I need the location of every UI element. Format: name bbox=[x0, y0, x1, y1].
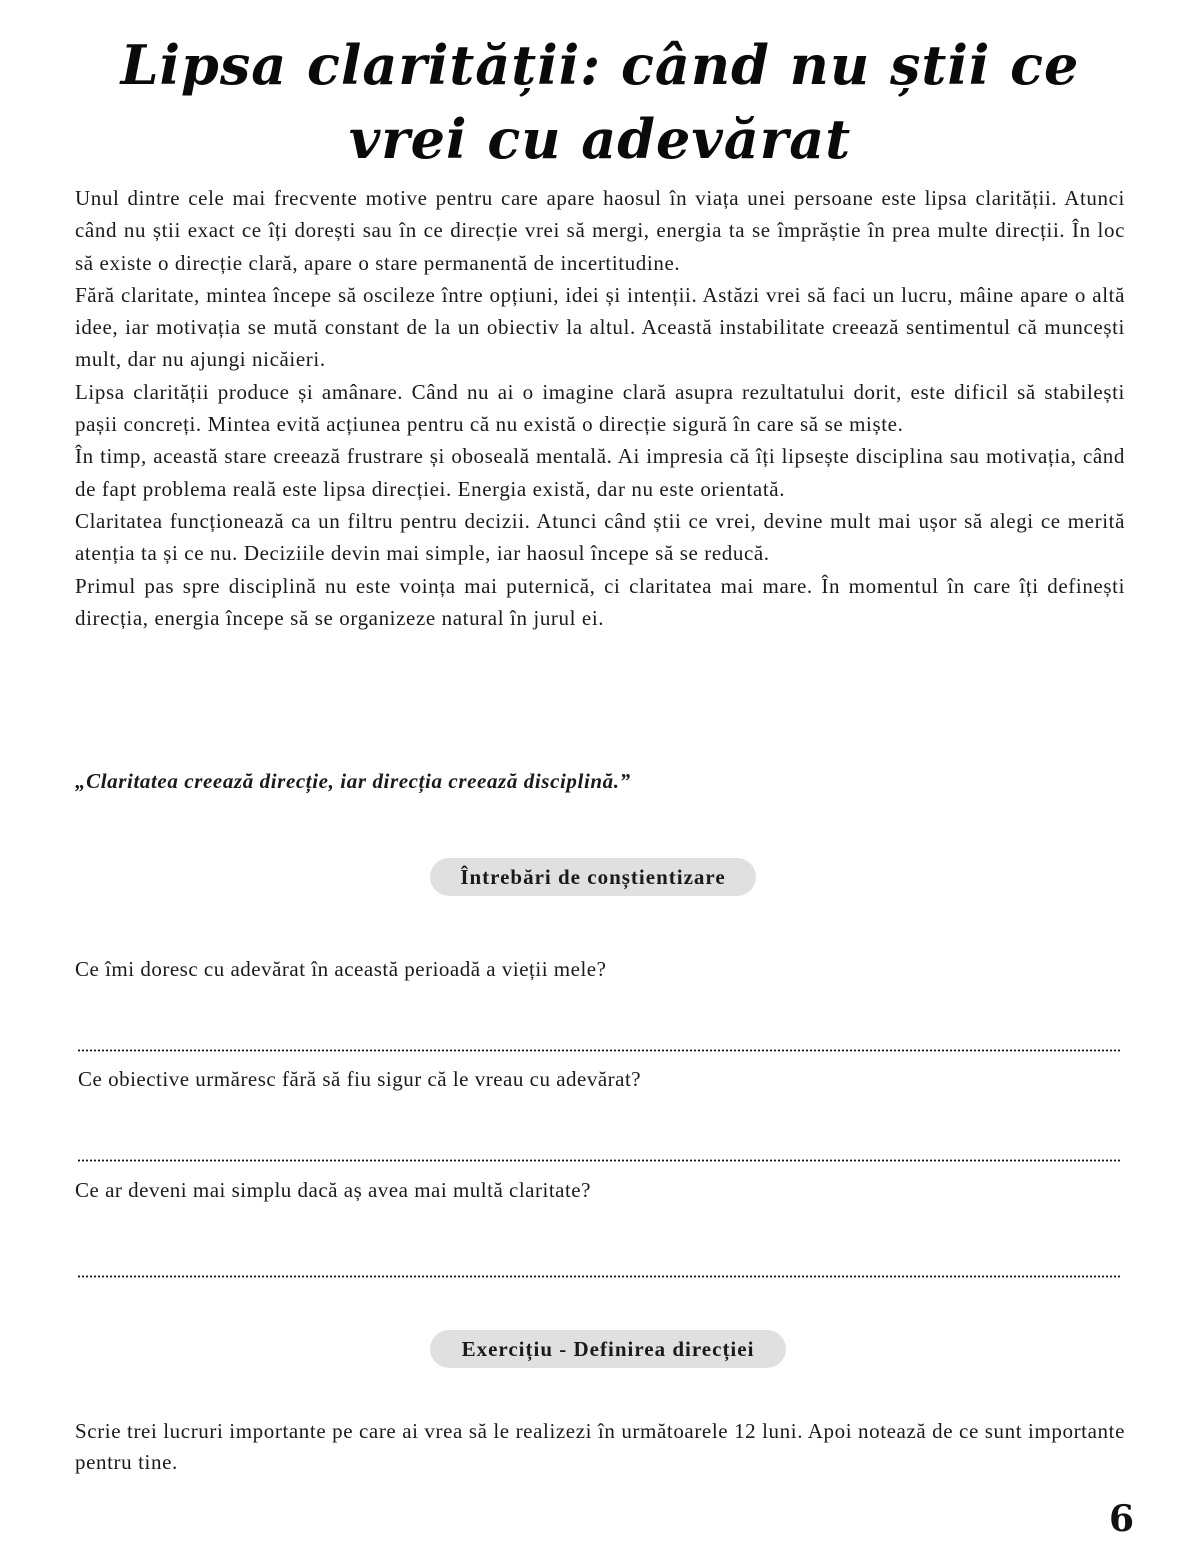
page-title: Lipsa clarității: când nu știi ce vrei cu adevărat bbox=[120, 33, 1080, 171]
awareness-heading: Întrebări de conștientizare bbox=[430, 858, 756, 896]
answer-line-1[interactable] bbox=[77, 1049, 1121, 1052]
quote: „Claritatea creează direcție, iar direcția creează disciplină.” bbox=[75, 769, 631, 793]
question-3: Ce ar deveni mai simplu dacă aș avea mai multă claritate? bbox=[75, 1178, 591, 1202]
page-number: 6 bbox=[1108, 1498, 1134, 1540]
paragraph: Unul dintre cele mai frecvente motive pentru care apare haosul în viața unei persoane este lipsa clarității. Atunci când nu știi exact ce îți dorești sau în ce direcție vrei să mergi, energia ta se împrăștie în prea multe direcții. În loc să existe o direcție clară, apare o stare permanentă de incertitudine. bbox=[75, 186, 1125, 275]
paragraph: Lipsa clarității produce și amânare. Când nu ai o imagine clară asupra rezultatului dorit, este dificil să stabilești pașii concreți. Mintea evită acțiunea pentru că nu există o direcție sigură în care să se miște. bbox=[75, 379, 1125, 437]
paragraph: Primul pas spre disciplină nu este voința mai puternică, ci claritatea mai mare. În momentul în care îți definești direcția, energia începe să se organizeze natural în jurul ei. bbox=[75, 573, 1125, 630]
exercise-text: Scrie trei lucruri importante pe care ai vrea să le realizezi în următoarele 12 luni. Apoi notează de ce sunt importante pentru tine. bbox=[75, 1419, 1125, 1474]
paragraph: Fără claritate, mintea începe să oscileze între opțiuni, idei și intenții. Astăzi vrei să faci un lucru, mâine apare o altă idee, iar motivația se mută constant de la un obiectiv la altul. Această instabilitate creează sentimentul că muncești mult, dar nu ajungi nicăieri. bbox=[75, 282, 1125, 372]
answer-line-2[interactable] bbox=[77, 1159, 1121, 1162]
answer-line-3[interactable] bbox=[77, 1275, 1121, 1278]
exercise-heading: Exercițiu - Definirea direcției bbox=[430, 1330, 786, 1368]
paragraph: În timp, această stare creează frustrare și oboseală mentală. Ai impresia că îți lipsește disciplina sau motivația, când de fapt problema reală este lipsa direcției. Energia există, dar nu este orientată. bbox=[75, 444, 1125, 501]
body-text bbox=[75, 182, 1125, 634]
question-1: Ce îmi doresc cu adevărat în această perioadă a vieții mele? bbox=[75, 957, 607, 981]
paragraph: Claritatea funcționează ca un filtru pentru decizii. Atunci când știi ce vrei, devine mult mai ușor să alegi ce merită atenția ta și ce nu. Deciziile devin mai simple, iar haosul începe să se reducă. bbox=[75, 508, 1125, 566]
question-2: Ce obiective urmăresc fără să fiu sigur că le vreau cu adevărat? bbox=[78, 1067, 642, 1091]
